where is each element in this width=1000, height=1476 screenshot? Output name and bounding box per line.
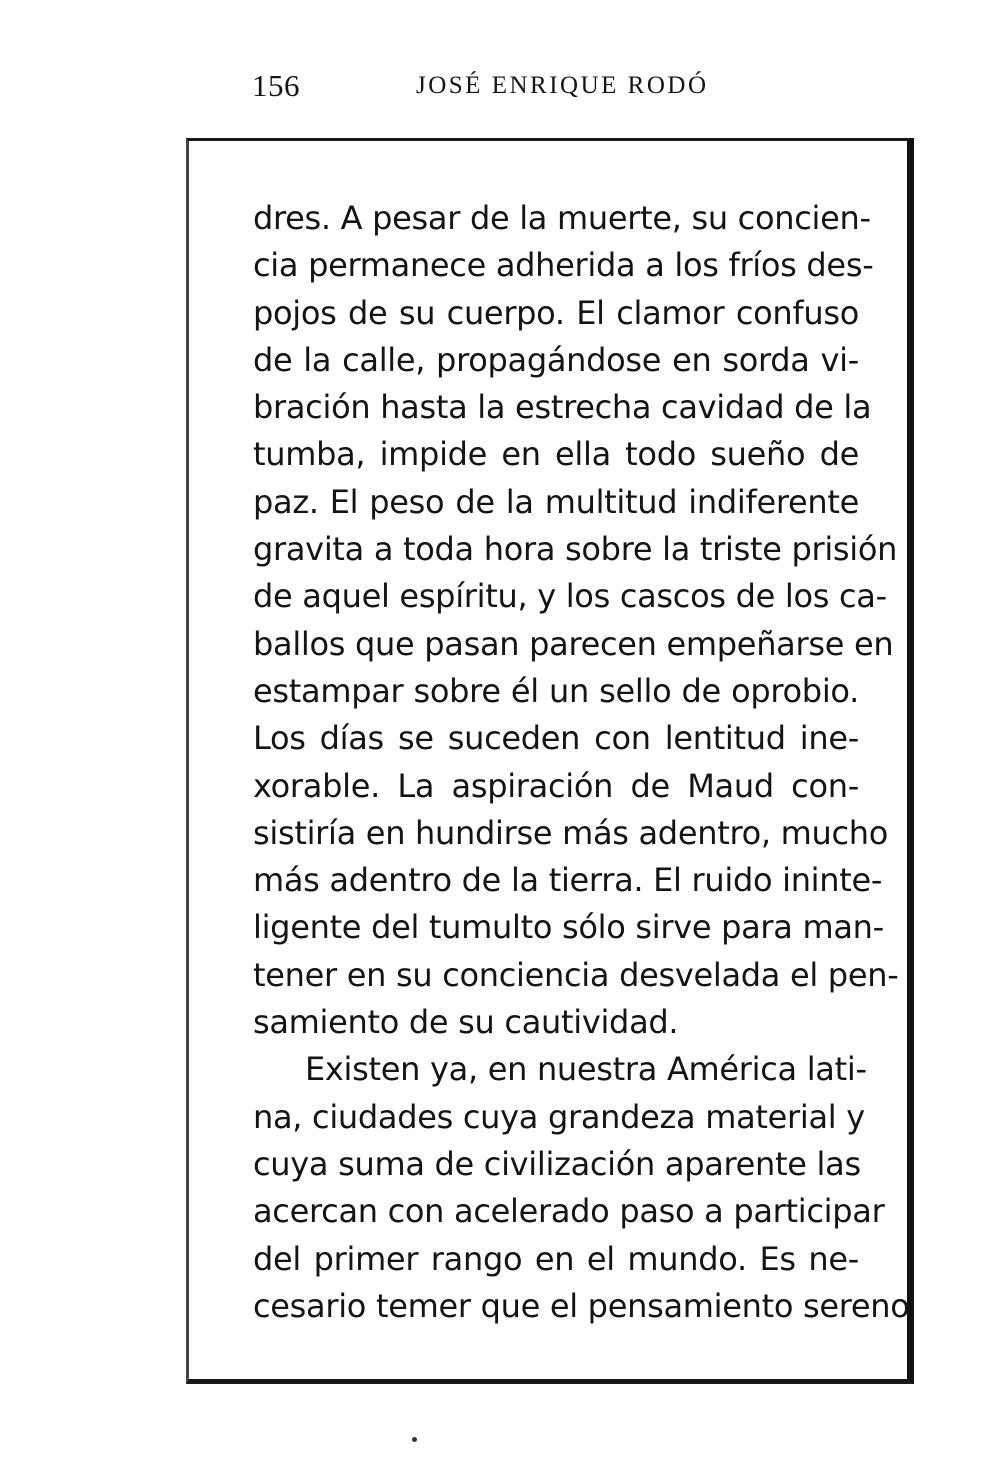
page-header — [0, 60, 1000, 110]
text-line: xorable. La aspiración de Maud con- — [253, 766, 859, 805]
text-line: sistiría en hundirse más adentro, mucho — [253, 813, 889, 852]
text-line: na, ciudades cuya grandeza material y — [253, 1097, 865, 1136]
text-line: cuya suma de civilización aparente las — [253, 1144, 861, 1183]
text-line: del primer rango en el mundo. Es ne- — [253, 1239, 859, 1278]
body-text — [253, 195, 910, 1330]
text-line: cesario temer que el pensamiento sereno — [253, 1286, 910, 1325]
text-line: bración hasta la estrecha cavidad de la — [253, 388, 872, 427]
text-line: tener en su conciencia desvelada el pen- — [253, 955, 899, 994]
text-line: más adentro de la tierra. El ruido ininte- — [253, 861, 883, 900]
ink-speck — [412, 1437, 417, 1442]
paragraph-start-line: Existen ya, en nuestra América lati- — [305, 1050, 867, 1089]
text-line: de la calle, propagándose en sorda vi- — [253, 340, 859, 379]
text-line: acercan con acelerado paso a participar — [253, 1192, 885, 1231]
text-line: cia permanece adherida a los fríos des- — [253, 246, 874, 285]
text-line: ballos que pasan parecen empeñarse en — [253, 624, 894, 663]
text-line: paz. El peso de la multitud indiferente — [253, 482, 859, 521]
text-line: gravita a toda hora sobre la triste prisión — [253, 530, 898, 569]
page-number: 156 — [252, 68, 300, 103]
text-line: dres. A pesar de la muerte, su concien- — [253, 199, 871, 237]
text-line: ligente del tumulto sólo sirve para man- — [253, 908, 884, 947]
text-line: de aquel espíritu, y los cascos de los ca- — [253, 577, 887, 616]
running-head: JOSÉ ENRIQUE RODÓ — [416, 72, 709, 99]
text-line: estampar sobre él un sello de oprobio. — [253, 671, 859, 710]
text-line: pojos de su cuerpo. El clamor confuso — [253, 293, 859, 332]
text-line: tumba, impide en ella todo sueño de — [253, 435, 859, 474]
paragraph-end-line: samiento de su cautividad. — [253, 1003, 679, 1042]
text-line: Los días se suceden con lentitud ine- — [253, 719, 859, 758]
text-frame — [186, 138, 914, 1384]
